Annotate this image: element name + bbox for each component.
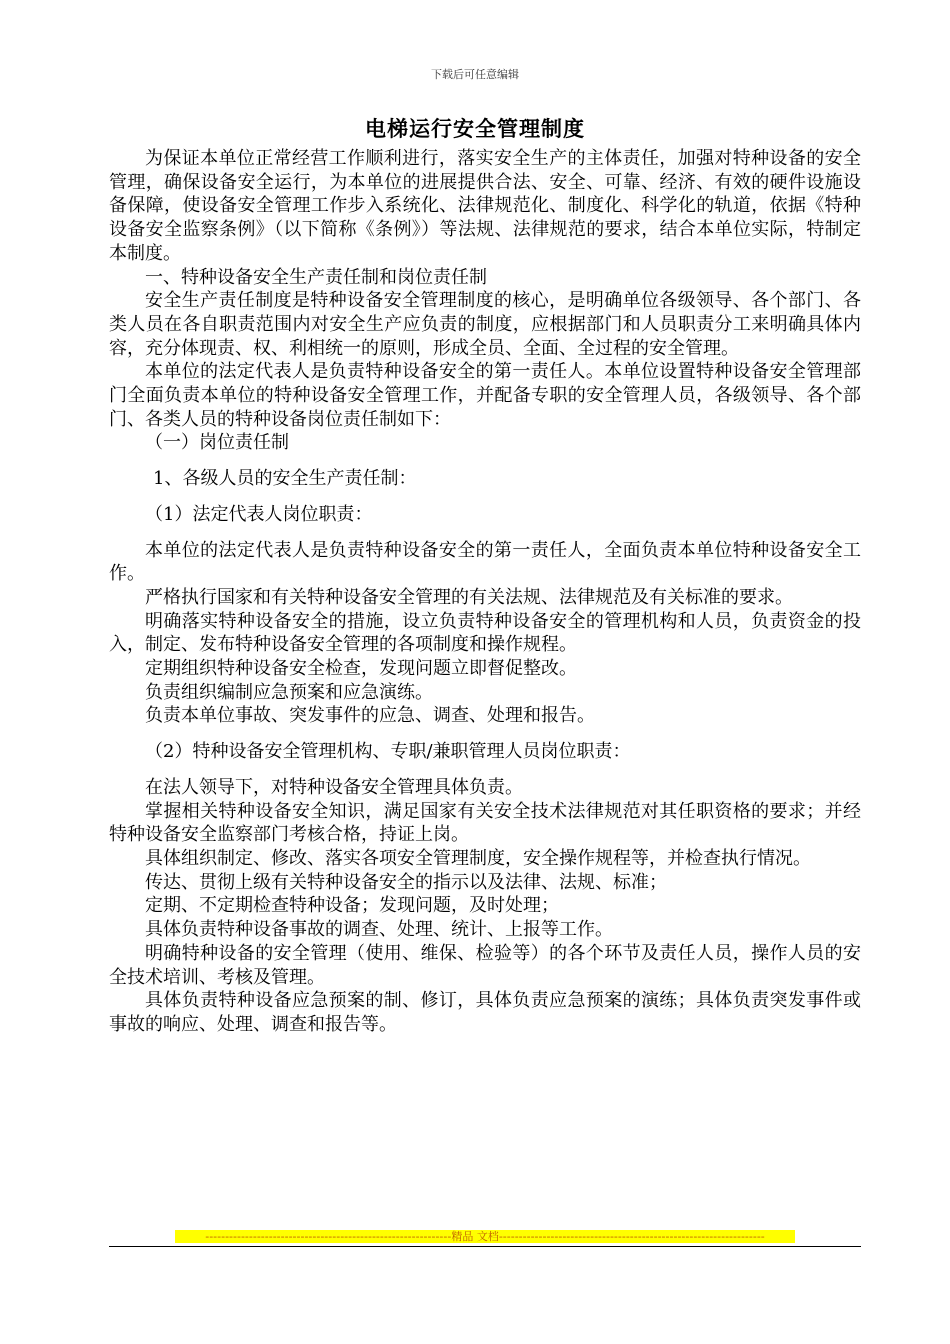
body-paragraph: 安全生产责任制度是特种设备安全管理制度的核心，是明确单位各级领导、各个部门、各类人员在各自职责范围内对安全生产应负责的制度，应根据部门和人员职责分工来明确具体内容，充分体现责、权、利相统一的原则，形成全员、全面、全过程的安全管理。	[109, 290, 861, 359]
duty-item: 定期、不定期检查特种设备；发现问题，及时处理；	[145, 895, 559, 917]
duty-item: 在法人领导下，对特种设备安全管理具体负责。	[145, 776, 523, 798]
subsection-heading: （1）法定代表人岗位职责：	[145, 503, 373, 525]
duty-item: 掌握相关特种设备安全知识，满足国家有关安全技术法律规范对其任职资格的要求；并经特种设备安全监察部门考核合格，持证上岗。	[109, 800, 861, 846]
duty-item: 本单位的法定代表人是负责特种设备安全的第一责任人，全面负责本单位特种设备安全工作。	[109, 539, 861, 585]
document-body	[109, 147, 861, 1037]
duty-item: 负责本单位事故、突发事件的应急、调查、处理和报告。	[145, 705, 595, 727]
duty-item: 明确特种设备的安全管理（使用、维保、检验等）的各个环节及责任人员，操作人员的安全技术培训、考核及管理。	[109, 942, 861, 988]
footer-band: --------------------------------------------------------------精品 文档-------------------------------------------------------------------	[175, 1230, 795, 1243]
subsection-heading: （2）特种设备安全管理机构、专职/兼职管理人员岗位职责：	[145, 741, 631, 763]
section-heading-1: 一、特种设备安全生产责任制和岗位责任制	[145, 266, 487, 288]
body-paragraph: 本单位的法定代表人是负责特种设备安全的第一责任人。本单位设置特种设备安全管理部门全面负责本单位的特种设备安全管理工作，并配备专职的安全管理人员，各级领导、各个部门、各类人员的特种设备岗位责任制如下：	[109, 361, 861, 430]
footer-divider	[109, 1246, 861, 1247]
intro-paragraph: 为保证本单位正常经营工作顺利进行，落实安全生产的主体责任，加强对特种设备的安全管理，确保设备安全运行，为本单位的进展提供合法、安全、可靠、经济、有效的硬件设施设备保障，使设备安全管理工作步入系统化、法律规范化、制度化、科学化的轨道，依据《特种设备安全监察条例》（以下简称《条例》）等法规、法律规范的要求，结合本单位实际，特制定本制度。	[109, 148, 861, 264]
subsection-heading: （一）岗位责任制	[145, 432, 289, 454]
document-title: 电梯运行安全管理制度	[365, 116, 585, 141]
subsection-heading: 1、各级人员的安全生产责任制：	[153, 468, 417, 490]
duty-item: 具体负责特种设备应急预案的制、修订，具体负责应急预案的演练；具体负责突发事件或事故的响应、处理、调查和报告等。	[109, 990, 861, 1035]
duty-item: 严格执行国家和有关特种设备安全管理的有关法规、法律规范及有关标准的要求。	[145, 586, 793, 608]
duty-item: 具体负责特种设备事故的调查、处理、统计、上报等工作。	[145, 919, 613, 941]
header-note: 下载后可任意编辑	[431, 68, 519, 81]
duty-item: 负责组织编制应急预案和应急演练。	[145, 681, 433, 703]
duty-item: 定期组织特种设备安全检查，发现问题立即督促整改。	[145, 658, 577, 680]
duty-item: 传达、贯彻上级有关特种设备安全的指示以及法律、法规、标准；	[145, 871, 667, 893]
duty-item: 具体组织制定、修改、落实各项安全管理制度，安全操作规程等，并检查执行情况。	[145, 847, 811, 869]
duty-item: 明确落实特种设备安全的措施，设立负责特种设备安全的管理机构和人员，负责资金的投入，制定、发布特种设备安全管理的各项制度和操作规程。	[109, 610, 861, 656]
